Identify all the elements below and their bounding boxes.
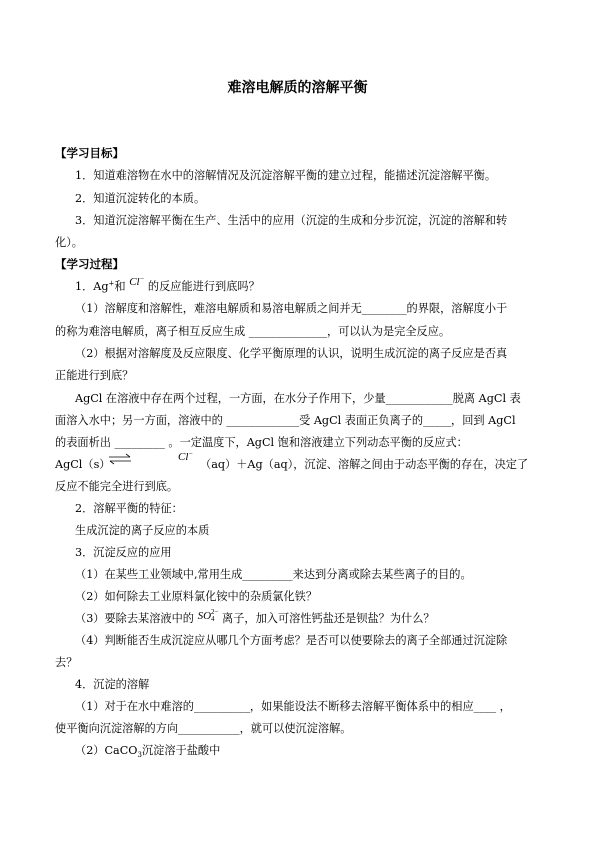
- question-1: [75, 274, 260, 294]
- equilibrium-arrow-icon: [108, 453, 132, 465]
- q2-line-2: 正能进行到底？: [55, 369, 134, 382]
- section-3-item-3: [75, 608, 435, 626]
- goal-3-line-2: 化）。: [55, 236, 83, 249]
- section-3-item-4-line-1: （4）判断能否生成沉淀应从哪几个方面考虑？是否可以使要除去的离子全部通过沉淀除: [75, 634, 508, 647]
- q2-line-1: （2）根据对溶解度及反应限度、化学平衡原理的认识，说明生成沉淀的离子反应是否真: [75, 347, 508, 360]
- sulfate-ion: [198, 610, 219, 622]
- text: 1．Ag: [75, 280, 109, 293]
- q1-line-1: （1）溶解度和溶解性，难溶电解质和易溶电解质之间并无________的界限，溶解度小于: [75, 302, 508, 315]
- ion-symbol: Cl: [178, 451, 189, 463]
- agcl-line-1: AgCl 在溶液中存在两个过程，一方面，在水分子作用下，少量____________脱离 AgCl 表: [75, 392, 521, 405]
- section-4: 4．沉淀的溶解: [75, 678, 150, 691]
- text: 的反应能进行到底吗？: [147, 280, 260, 293]
- agcl-line-3: 的表面析出 _________ 。一定温度下，AgCl 饱和溶液建立下列动态平衡的反应式：: [55, 436, 468, 449]
- equation-right: （aq）＋Ag（aq），沉淀、溶解之间由于动态平衡的存在，决定了: [200, 458, 529, 471]
- goal-3-line-1: 3．知道沉淀溶解平衡在生产、生活中的应用（沉淀的生成和分步沉淀，沉淀的溶解和转: [75, 214, 508, 227]
- chloride-ion: [129, 276, 144, 288]
- goals-heading: 【学习目标】: [55, 146, 124, 160]
- section-4-item-1-line-1: （1）对于在水中难溶的__________，如果能设法不断移去溶解平衡体系中的相应____ ，: [75, 700, 511, 713]
- section-4-item-1-line-2: 使平衡向沉淀溶解的方向___________，就可以使沉淀溶解。: [55, 722, 352, 735]
- equation-continuation: 反应不能完全进行到底。: [55, 480, 179, 493]
- text: 离子，加入可溶性钙盐还是钡盐？为什么？: [222, 612, 435, 625]
- q1-line-2: 的称为难溶电解质，离子相互反应生成 ______________，可以认为是完全反应。: [55, 325, 451, 338]
- text: 沉淀溶于盐酸中: [141, 744, 221, 757]
- section-2-sub: 生成沉淀的离子反应的本质: [75, 524, 210, 537]
- text: （3）要除去某溶液中的: [75, 612, 194, 625]
- section-3-item-2: （2）如何除去工业原料氯化铵中的杂质氯化铁？: [75, 590, 318, 603]
- process-heading: 【学习过程】: [55, 257, 124, 271]
- subscript: 3: [137, 751, 142, 760]
- ion-charge: 2−: [211, 608, 219, 617]
- ion-charge: −: [188, 449, 194, 458]
- ion-subscript: 4: [211, 615, 215, 624]
- equation-left: AgCl（s）: [55, 458, 111, 471]
- ion-charge: −: [139, 274, 145, 283]
- text: （2）CaCO: [75, 744, 138, 757]
- section-2: 2．溶解平衡的特征：: [75, 502, 183, 515]
- section-4-item-2: [75, 744, 220, 758]
- agcl-line-2: 面溶入水中；另一方面，溶液中的 _____________受 AgCl 表面正负离子的_____，回到 AgCl: [55, 414, 516, 427]
- section-3-item-1: （1）在某些工业领域中,常用生成_________来达到分离或除去某些离子的目的。: [75, 568, 472, 581]
- section-3-item-4-line-2: 去？: [55, 656, 78, 669]
- goal-1: 1．知道难溶物在水中的溶解情况及沉淀溶解平衡的建立过程，能描述沉淀溶解平衡。: [75, 169, 497, 182]
- chloride-ion-eq: [178, 450, 193, 464]
- text: 和: [114, 280, 126, 293]
- charge: +: [108, 279, 115, 288]
- goal-2: 2．知道沉淀转化的本质。: [75, 192, 206, 205]
- page-title: 难溶电解质的溶解平衡: [227, 80, 368, 96]
- section-3: 3．沉淀反应的应用: [75, 546, 172, 559]
- ion-symbol: Cl: [129, 276, 140, 288]
- ion-symbol: SO: [197, 610, 212, 622]
